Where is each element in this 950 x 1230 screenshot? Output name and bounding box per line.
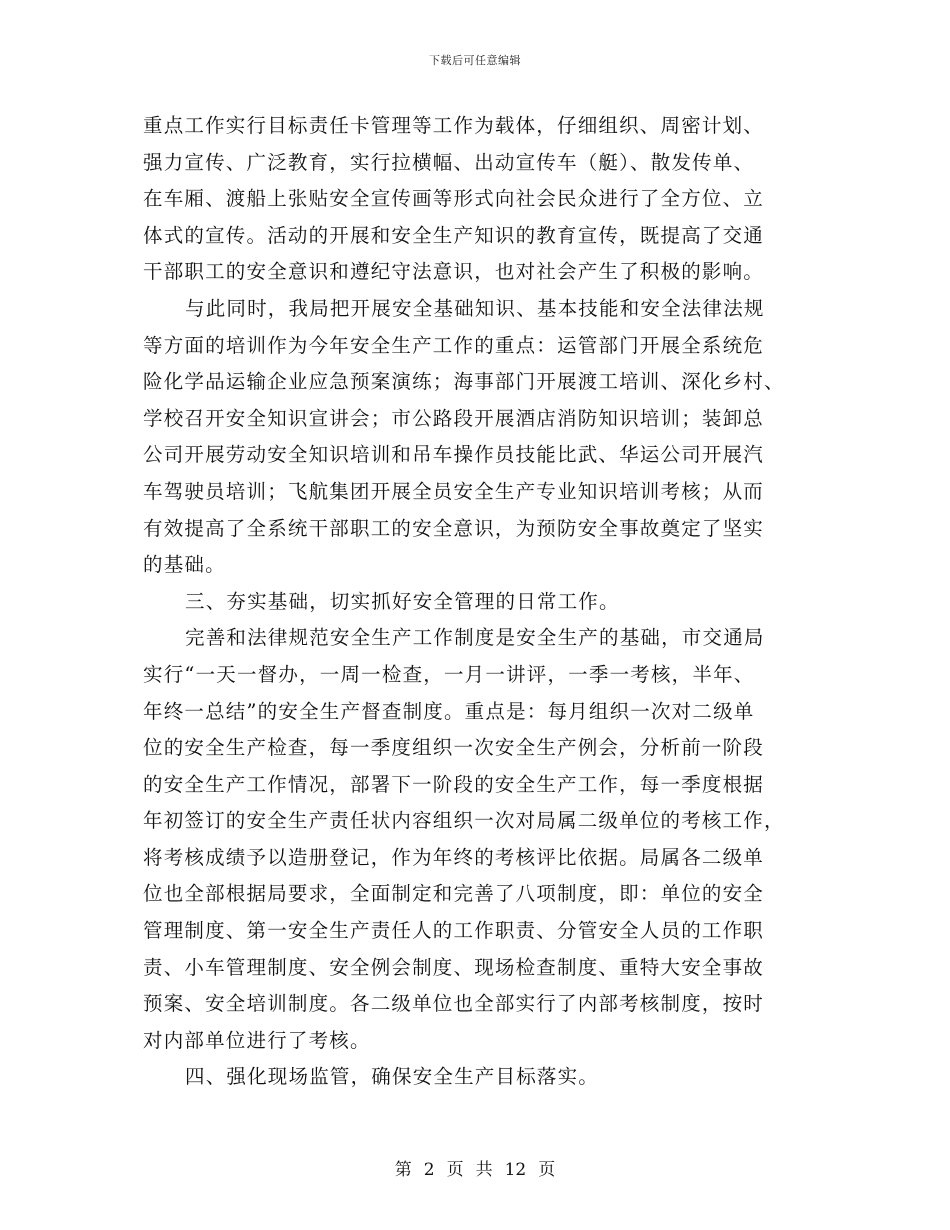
footer-page-unit: 页 bbox=[446, 1160, 464, 1180]
text-line: 有效提高了全系统干部职工的安全意识，为预防安全事故奠定了坚实 bbox=[143, 516, 765, 540]
footer-prefix: 第 bbox=[394, 1160, 412, 1180]
text-line: 强力宣传、广泛教育，实行拉横幅、出动宣传车（艇）、散发传单、 bbox=[143, 150, 755, 174]
text-line: 公司开展劳动安全知识培训和吊车操作员技能比武、华运公司开展汽 bbox=[143, 443, 765, 467]
text-line: 三、夯实基础，切实抓好安全管理的日常工作。 bbox=[185, 589, 620, 613]
paragraph bbox=[143, 108, 808, 291]
text-line: 管理制度、第一安全生产责任人的工作职责、分管安全人员的工作职 bbox=[143, 919, 765, 943]
text-line: 等方面的培训作为今年安全生产工作的重点：运管部门开展全系统危 bbox=[143, 333, 765, 357]
footer-total-label: 共 bbox=[475, 1160, 493, 1180]
text-line: 与此同时，我局把开展安全基础知识、基本技能和安全法律法规 bbox=[185, 296, 765, 320]
paragraph bbox=[143, 1059, 808, 1096]
text-line: 责、小车管理制度、安全例会制度、现场检查制度、重特大安全事故 bbox=[143, 955, 765, 979]
page-header-note: 下载后可任意编辑 bbox=[429, 54, 521, 67]
text-line: 重点工作实行目标责任卡管理等工作为载体，仔细组织、周密计划、 bbox=[143, 114, 765, 137]
text-line: 学校召开安全知识宣讲会；市公路段开展酒店消防知识培训；装卸总 bbox=[143, 406, 765, 430]
text-line: 干部职工的安全意识和遵纪守法意识，也对社会产生了积极的影响。 bbox=[143, 260, 765, 284]
text-line: 车驾驶员培训；飞航集团开展全员安全生产专业知识培训考核；从而 bbox=[143, 479, 765, 503]
text-line: 四、强化现场监管，确保安全生产目标落实。 bbox=[185, 1065, 600, 1089]
text-line: 年终一总结”的安全生产督查制度。重点是：每月组织一次对二级单 bbox=[143, 699, 755, 723]
document-body bbox=[143, 108, 808, 1096]
text-line: 的基础。 bbox=[143, 553, 226, 577]
page-footer bbox=[0, 1155, 950, 1180]
text-line: 险化学品运输企业应急预案演练；海事部门开展渡工培训、深化乡村、 bbox=[143, 370, 785, 394]
text-line: 预案、安全培训制度。各二级单位也全部实行了内部考核制度，按时 bbox=[143, 992, 765, 1016]
text-line: 位也全部根据局要求，全面制定和完善了八项制度，即：单位的安全 bbox=[143, 882, 765, 906]
text-line: 实行“一天一督办，一周一检查，一月一讲评，一季一考核，半年、 bbox=[143, 662, 755, 686]
paragraph bbox=[143, 291, 808, 584]
paragraph bbox=[143, 584, 808, 621]
text-line: 对内部单位进行了考核。 bbox=[143, 1028, 371, 1052]
text-line: 在车厢、渡船上张贴安全宣传画等形式向社会民众进行了全方位、立 bbox=[143, 187, 765, 211]
footer-suffix: 页 bbox=[538, 1160, 556, 1180]
text-line: 年初签订的安全生产责任状内容组织一次对局属二级单位的考核工作， bbox=[143, 809, 785, 833]
footer-total-pages: 12 bbox=[504, 1160, 527, 1180]
text-line: 体式的宣传。活动的开展和安全生产知识的教育宣传，既提高了交通 bbox=[143, 223, 765, 247]
text-line: 位的安全生产检查，每一季度组织一次安全生产例会，分析前一阶段 bbox=[143, 736, 765, 760]
footer-page-number: 2 bbox=[423, 1160, 435, 1180]
paragraph bbox=[143, 620, 808, 1059]
text-line: 的安全生产工作情况，部署下一阶段的安全生产工作，每一季度根据 bbox=[143, 772, 765, 796]
text-line: 完善和法律规范安全生产工作制度是安全生产的基础，市交通局 bbox=[185, 626, 765, 650]
text-line: 将考核成绩予以造册登记，作为年终的考核评比依据。局属各二级单 bbox=[143, 845, 765, 869]
